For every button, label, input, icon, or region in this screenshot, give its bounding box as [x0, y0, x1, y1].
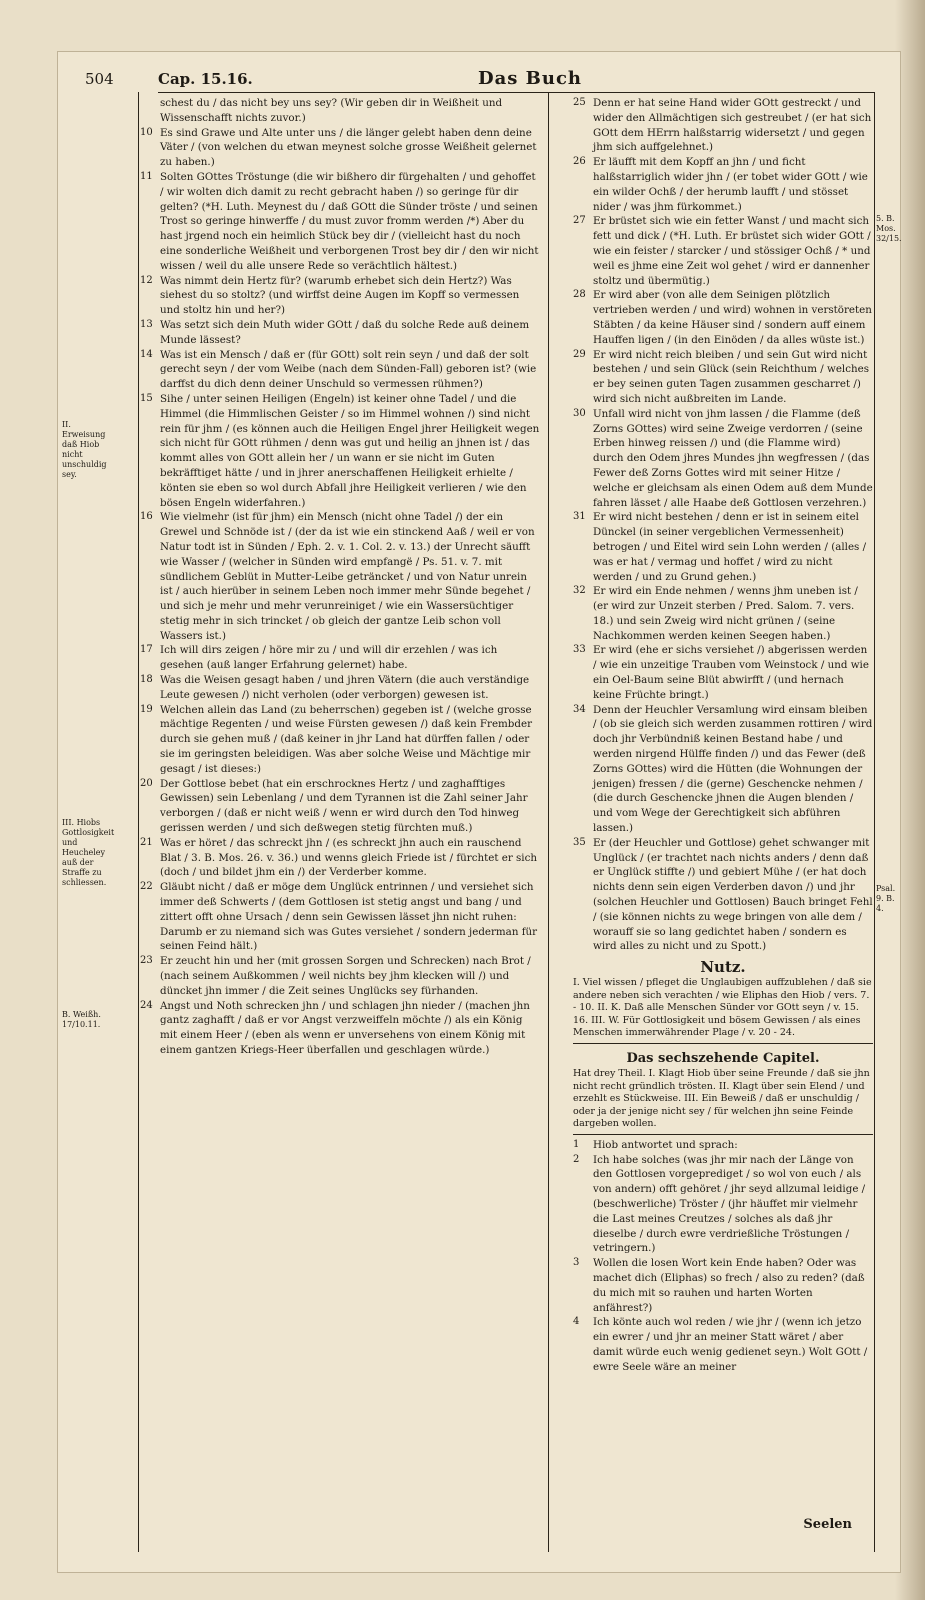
verse: [573, 510, 873, 584]
verse-number: 21: [140, 836, 153, 848]
verse-text: schest du / das nicht bey uns sey? (Wir geben dir in Weißheit und Wissenschafft nichts zuvor.): [160, 97, 503, 124]
summary-rule: [573, 1134, 873, 1135]
verse: [573, 1256, 873, 1315]
verse-text: Was setzt sich dein Muth wider GOtt / daß du solche Rede auß deinem Munde lässest?: [160, 318, 530, 346]
verse: [140, 170, 542, 274]
verse-text: Was nimmt dein Hertz für? (warumb erhebet sich dein Hertz?) Was siehest du so stoltz? (und wirffst deine Augen im Kopff so vermessen und stoltz hin und her?): [160, 274, 520, 317]
verse: [140, 673, 542, 703]
verse-number: 15: [140, 392, 153, 404]
verse: [573, 703, 873, 836]
verse-number: 26: [573, 156, 586, 168]
verse-number: 19: [140, 703, 153, 715]
book-title: Das Buch: [478, 68, 583, 89]
verse-text: Er wird (ehe er sichs versiehet /) abgerissen werden / wie ein unzeitige Trauben vom Weinstock / und wie ein Oel-Baum seine Blüt abwirfft / (und hernach keine Früchte bringt.): [593, 644, 869, 701]
verse-number: 11: [140, 170, 153, 182]
verse: [140, 126, 542, 170]
verse-text: Sihe / unter seinen Heiligen (Engeln) ist keiner ohne Tadel / und die Himmel (die Himmlischen Geister / so im Himmel wohnen /) sind nicht rein für jhm / (es können auch die Heiligen Engel jhrer Heiligkeit wegen sich nicht für GOtt rühmen / denn was gut und heilig an jhnen ist / das kommt alles von GOtt allein her / un wann er sie nicht im Guten bekräfftiget hätte / und in jhrer anerschaffenen Heiligkeit erhielte / könten sie eben so wol durch Abfall jhre Heiligkeit verlieren / wie den bösen Engeln widerfahren.): [160, 392, 540, 509]
margin-note-right-2: Psal. 9. B. 4.: [876, 884, 896, 913]
verse-number: 13: [140, 318, 153, 330]
verse-text: Gläubt nicht / daß er möge dem Unglück entrinnen / und versiehet sich immer deß Schwerts / (dem Gottlosen ist stetig angst und bang / und zittert offt ohne Ursach / denn sein Gewissen lässet jhn nicht ruhen: Darumb er zu niemand sich was Gutes versiehet / sondern jederman für seinen Feind hält.): [160, 881, 538, 953]
verse-number: 16: [140, 511, 153, 523]
verse: [140, 836, 542, 880]
verse-number: 35: [573, 836, 586, 848]
verse-number: [140, 96, 160, 126]
verse-text: Denn der Heuchler Versamlung wird einsam bleiben / (ob sie gleich sich werden zusammen rottiren / wird doch jhr Verbündniß keinen Bestand habe / und werden nirgend Hülffe finden /) und das Fewer (deß Zorns GOttes) wird die Hütten (die Wohnungen der jenigen) fressen / die (gerne) Geschencke nehmen / (die durch Geschencke jhnen die Augen blenden / und vom Wege der Gerechtigkeit sich abführen lassen.): [593, 703, 873, 835]
verse: [573, 584, 873, 643]
verse-text: Er wird nicht bestehen / denn er ist in seinem eitel Dünckel (in seiner vergeblichen Vermessenheit) betrogen / und Eitel wird sein Lohn werden / (alles / was er hat / vermag und hoffet / wird zu nicht werden / und zu Grund gehen.): [593, 511, 867, 583]
column-divider: [548, 92, 549, 1552]
verse-number: 33: [573, 644, 586, 656]
verse-number: 4: [573, 1316, 580, 1328]
verse: [140, 643, 542, 673]
verse-text: Er wird ein Ende nehmen / wenns jhm uneben ist / (er wird zur Unzeit sterben / Pred. Salom. 7. vers. 18.) und sein Zweig wird nicht grünen / (seine Nachkommen werden keinen Seegen haben.): [593, 585, 858, 642]
section-rule: [573, 1043, 873, 1044]
margin-note-left-2: III. Hiobs Gottlosigkeit und Heucheley auß der Straffe zu schliessen.: [62, 818, 115, 887]
verse-number: 17: [140, 644, 153, 656]
chapter-reference: Cap. 15.16.: [158, 70, 253, 88]
right-margin-rule: [874, 92, 875, 1552]
verse-text: Wie vielmehr (ist für jhm) ein Mensch (nicht ohne Tadel /) der ein Grewel und Schnöde ist / (der da ist wie ein stinckend Aaß / weil er von Natur todt ist in Sünden / Eph. 2. v. 1. Col. 2. v. 13.) der Unrecht säufft wie Wasser / (welcher in Sünden wird empfangë / Ps. 51. v. 7. mit sündlichem Geblüt in Mutter-Leibe geträncket / und von Natur unrein ist / auch hierüber in seinem Leben noch immer mehr Sünde begehet / und sich je mehr und mehr verunreiniget / wie ein Wassersüchtiger stetig mehr in sich trincket / ob gleich der gantze Leib schon voll Wassers ist.): [160, 511, 535, 642]
verse-number: 30: [573, 407, 586, 419]
verse-number: 12: [140, 274, 153, 286]
verse-text: Er läufft mit dem Kopff an jhn / und ficht halßstarriglich wider jhn / (er tobet wider GOtt / wie ein wilder Ochß / der herumb laufft / und stösset nider / was jhm fürkommet.): [593, 156, 868, 213]
verse-number: 3: [573, 1257, 580, 1269]
verse-number: 22: [140, 881, 153, 893]
verse-text: Was ist ein Mensch / daß er (für GOtt) solt rein seyn / und daß der solt gerecht seyn / der vom Weibe (nach dem Sünden-Fall) geboren ist? (wie darffst du dich denn deiner Unschuld so vermessen rühmen?): [160, 348, 537, 391]
verse: [573, 1138, 873, 1153]
chapter16-heading: Das sechszehende Capitel.: [626, 1050, 820, 1066]
verse-text: Solten GOttes Tröstunge (die wir bißhero dir fürgehalten / und gehoffet / wir wolten dich damit zu recht gebracht haben /) so geringe für dir gelten? (*H. Luth. Meynest du / daß GOtt die Sünder tröste / und seinen Trost so geringe hinwerffe / du must zuvor fromm werden /*) Aber du hast jrgend noch ein heimlich Stück bey dir / (vielleicht hast du noch eine sonderliche Weißheit und verborgenen Trost bey dir / den wir nicht wissen / weil du alle unsere Rede so verächtlich hältest.): [160, 170, 539, 272]
margin-note-left-1: II. Erweisung daß Hiob nicht unschuldig sey.: [62, 420, 107, 479]
verse-text: Er (der Heuchler und Gottlose) gehet schwanger mit Unglück / (er trachtet nach nichts anders / denn daß er Unglück stiffte /) und gebiert Mühe / (er hat doch nichts denn sein eigen Verderben davon /) und jhr (solchen Heuchler und Gottlosen) Bauch bringet Fehl / (sie können nichts zu wege bringen von alle dem / worauff sie so lang gedichtet haben / sondern es wird alles zu nicht und zu Spott.): [593, 836, 873, 953]
verse-text: Der Gottlose bebet (hat ein erschrocknes Hertz / und zaghafftiges Gewissen) sein Lebenlang / und dem Tyrannen ist die Zahl seiner Jahr verborgen / (daß er nicht weiß / wenn er wird durch den Tod hinweg gerissen werden / und sich deßwegen stetig fürchten muß.): [160, 777, 528, 835]
verse-text: Ich könte auch wol reden / wie jhr / (wenn ich jetzo ein ewrer / und jhr an meiner Statt wäret / aber damit würde euch wenig gedienet seyn.) Wolt GOtt / ewre Seele wäre an meiner: [593, 1316, 868, 1373]
verse: [573, 96, 873, 155]
verse-number: 32: [573, 585, 586, 597]
page-number: 504: [85, 70, 114, 88]
chapter16-summary: Hat drey Theil. I. Klagt Hiob über seine Freunde / daß sie jhn nicht recht gründlich trösten. II. Klagt über sein Elend / und erzehlt es Stückweise. III. Ein Beweiß / daß er unschuldig / oder ja der jenige nicht sey / für welchen jhn seine Feinde dargeben wollen.: [573, 1068, 870, 1130]
verse: [140, 777, 542, 836]
verse-number: 24: [140, 999, 153, 1011]
verse: [140, 318, 542, 348]
verse-text: Angst und Noth schrecken jhn / und schlagen jhn nieder / (machen jhn gantz zaghafft / daß er vor Angst verzweiffeln möchte /) als ein König mit einem Heer / (eben als wenn er unversehens von einem König mit einem gantzen Kriegs-Heer überfallen und geschlagen würde.): [160, 999, 530, 1056]
verse: [573, 407, 873, 511]
left-text-column: [140, 96, 542, 1058]
verse-number: 34: [573, 703, 586, 715]
verse-number: 23: [140, 955, 153, 967]
book-page: [58, 52, 900, 1572]
verse: [140, 96, 542, 126]
verse: [573, 288, 873, 347]
verse-number: 25: [573, 97, 586, 108]
verse-number: 31: [573, 511, 586, 523]
verse-text: Ich will dirs zeigen / höre mir zu / und will dir erzehlen / was ich gesehen (auß langer Erfahrung gelernet) habe.: [160, 644, 498, 672]
verse-text: Es sind Grawe und Alte unter uns / die länger gelebt haben denn deine Väter / (von welchen du etwan meynest solche grosse Weißheit gelernet zu haben.): [160, 126, 537, 169]
verse-number: 2: [573, 1153, 580, 1165]
verse: [573, 155, 873, 214]
verse: [573, 836, 873, 954]
verse-number: 20: [140, 777, 153, 789]
verse-text: Was die Weisen gesagt haben / und jhren Vätern (die auch verständige Leute gewesen /) nicht verholen (oder verborgen) gewesen ist.: [160, 674, 530, 701]
verse-text: Er wird aber (von alle dem Seinigen plötzlich vertrieben werden / und wird) wohnen in verstöreten Stäbten / da keine Häuser sind / sondern auff einem Hauffen ligen / (in den Einöden / da alles wüste ist.): [593, 289, 872, 346]
header-rule: [158, 92, 874, 93]
margin-note-left-3: B. Weißh. 17/10.11.: [62, 1010, 101, 1029]
verse-text: Er wird nicht reich bleiben / und sein Gut wird nicht bestehen / und sein Glück (sein Reichthum / welches er bey seinen guten Tagen zusammen gescharret /) wird sich nicht außbreiten im Lande.: [593, 348, 869, 405]
verse: [140, 392, 542, 510]
verse: [140, 348, 542, 392]
verse-text: Wollen die losen Wort kein Ende haben? Oder was machet dich (Eliphas) so frech / also zu reden? (daß du mich mit so rauhen und harten Worten anfährest?): [593, 1257, 865, 1314]
verse: [573, 1153, 873, 1257]
verse-text: Unfall wird nicht von jhm lassen / die Flamme (deß Zorns GOttes) wird seine Zweige verdorren / (seine Erben hinweg reissen /) und (die Flamme wird) durch den Odem jhres Mundes jhn wegfressen / (das Fewer deß Zorns Gottes wird mit seiner Hitze / welche er gleichsam als einen Odem auß dem Munde fahren lässet / alle Haabe deß Gottlosen verzehren.): [593, 407, 873, 509]
verse-text: Ich habe solches (was jhr mir nach der Länge von den Gottlosen vorgeprediget / so wol von euch / als von andern) offt gehöret / jhr seyd allzumal leidige / (beschwerliche) Tröster / (jhr häuffet mir vielmehr die Last meines Creutzes / solches als daß jhr dieselbe / durch ewre verdrießliche Tröstungen / vetringern.): [593, 1153, 866, 1255]
verse-text: Welchen allein das Land (zu beherrschen) gegeben ist / (welche grosse mächtige Regenten / und weise Fürsten gewesen /) daß kein Frembder durch sie gehen muß / (daß keiner in jhr Land hat dürffen fallen / oder sie im geringsten beleidigen. Was aber solche Weise und Mächtige mir gesagt / ist dieses:): [160, 703, 533, 775]
verse-number: 14: [140, 348, 153, 360]
verse: [140, 999, 542, 1058]
nutz-text: I. Viel wissen / pfleget die Unglaubigen auffzublehen / daß sie andere neben sich verachten / wie Eliphas den Hiob / vers. 7. - 10. II. K. Daß alle Menschen Sünder vor GOtt seyn / v. 15. 16. III. W. Für Gottlosigkeit und bösem Gewissen / als eines Menschen immerwährender Plage / v. 20 - 24.: [573, 977, 872, 1039]
verse: [140, 510, 542, 643]
verse-text: Hiob antwortet und sprach:: [593, 1138, 738, 1151]
right-text-column: [573, 96, 873, 1375]
margin-note-right-1: 5. B. Mos. 32/15.: [876, 214, 902, 243]
verse: [573, 214, 873, 288]
left-margin-rule: [138, 92, 139, 1552]
nutz-heading: Nutz.: [700, 958, 746, 977]
verse: [573, 348, 873, 407]
verse: [573, 1315, 873, 1374]
verse: [140, 954, 542, 998]
verse-number: 10: [140, 126, 153, 138]
verse: [573, 643, 873, 702]
verse-text: Was er höret / das schreckt jhn / (es schreckt jhn auch ein rauschend Blat / 3. B. Mos. 26. v. 36.) und wenns gleich Friede ist / fürchtet er sich (doch / und bildet jhm ein /) der Verderber komme.: [160, 836, 538, 879]
verse-number: 29: [573, 348, 586, 360]
verse-number: 28: [573, 289, 586, 301]
verse-number: 1: [573, 1138, 580, 1150]
verse-number: 18: [140, 674, 153, 686]
verse-number: 27: [573, 215, 586, 227]
verse: [140, 703, 542, 777]
verse: [140, 880, 542, 954]
verse-text: Denn er hat seine Hand wider GOtt gestreckt / und wider den Allmächtigen sich gestreubet / (er hat sich GOtt dem HErrn halßstarrig widersetzt / und gegen jhm sich auffgelehnet.): [593, 97, 872, 154]
running-header: [58, 52, 900, 89]
verse-text: Er zeucht hin und her (mit grossen Sorgen und Schrecken) nach Brot / (nach seinem Außkommen / weil nichts bey jhm klecken will /) und düncket jhn immer / die Zeit seines Unglücks sey fürhanden.: [160, 955, 531, 997]
verse-text: Er brüstet sich wie ein fetter Wanst / und macht sich fett und dick / (*H. Luth. Er brüstet sich wider GOtt / wie ein feister / starcker / und stössiger Ochß / * und weil es jhme eine Zeit wol gehet / wird er dannenher stoltz und übermütig.): [593, 215, 871, 287]
catchword: Seelen: [803, 1517, 852, 1532]
verse: [140, 274, 542, 318]
